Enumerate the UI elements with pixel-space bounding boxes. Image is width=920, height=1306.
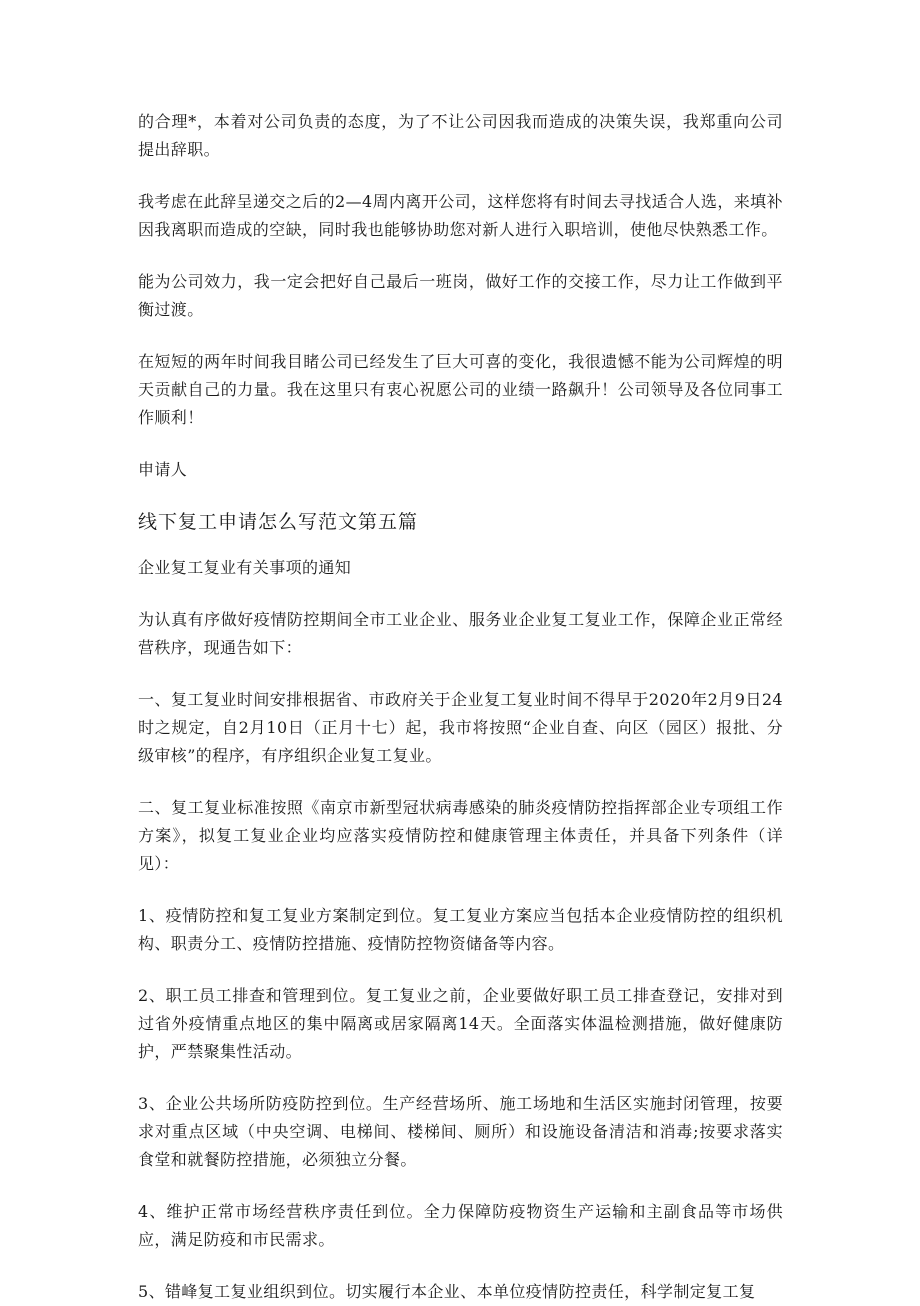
section-title: 线下复工申请怎么写范文第五篇 xyxy=(138,511,419,533)
paragraph-leave-timing: 我考虑在此辞呈递交之后的2—4周内离开公司，这样您将有时间去寻找适合人选，来填补因我离职而造成的空缺，同时我也能够协助您对新人进行入职培训，使他尽快熟悉工作。 xyxy=(138,192,783,239)
notice-title: 企业复工复业有关事项的通知 xyxy=(138,558,352,577)
paragraph-handover: 能为公司效力，我一定会把好自己最后一班岗，做好工作的交接工作，尽力让工作做到平衡过渡。 xyxy=(138,272,783,319)
paragraph-condition-4: 4、维护正常市场经营秩序责任到位。全力保障防疫物资生产运输和主副食品等市场供应，满足防疫和市民需求。 xyxy=(138,1202,783,1249)
paragraph-condition-5: 5、错峰复工复业组织到位。切实履行本企业、本单位疫情防控责任，科学制定复工复 xyxy=(138,1282,756,1301)
paragraph-condition-2: 2、职工员工排查和管理到位。复工复业之前，企业要做好职工员工排查登记，安排对到过省外疫情重点地区的集中隔离或居家隔离14天。全面落实体温检测措施，做好健康防护，严禁聚集性活动。 xyxy=(138,986,783,1061)
document-body xyxy=(138,108,783,1306)
paragraph-resignation-reason: 的合理*，本着对公司负责的态度，为了不让公司因我而造成的决策失误，我郑重向公司提出辞职。 xyxy=(138,112,783,159)
paragraph-condition-1: 1、疫情防控和复工复业方案制定到位。复工复业方案应当包括本企业疫情防控的组织机构、职责分工、疫情防控措施、疫情防控物资储备等内容。 xyxy=(138,906,783,953)
paragraph-item-one: 一、复工复业时间安排根据省、市政府关于企业复工复业时间不得早于2020年2月9日24时之规定，自2月10日（正月十七）起，我市将按照“企业自查、向区（园区）报批、分级审核”的程序，有序组织企业复工复业。 xyxy=(138,690,783,765)
paragraph-condition-3: 3、企业公共场所防疫防控到位。生产经营场所、施工场地和生活区实施封闭管理，按要求对重点区域（中央空调、电梯间、楼梯间、厕所）和设施设备清洁和消毒;按要求落实食堂和就餐防控措施，必须独立分餐。 xyxy=(138,1094,783,1169)
applicant-label: 申请人 xyxy=(138,460,188,479)
paragraph-item-two: 二、复工复业标准按照《南京市新型冠状病毒感染的肺炎疫情防控指挥部企业专项组工作方案》，拟复工复业企业均应落实疫情防控和健康管理主体责任，并具备下列条件（详见）： xyxy=(138,798,783,873)
paragraph-wishes: 在短短的两年时间我目睹公司已经发生了巨大可喜的变化，我很遗憾不能为公司辉煌的明天贡献自己的力量。我在这里只有衷心祝愿公司的业绩一路飙升！公司领导及各位同事工作顺利！ xyxy=(138,352,783,427)
paragraph-intro: 为认真有序做好疫情防控期间全市工业企业、服务业企业复工复业工作，保障企业正常经营秩序，现通告如下： xyxy=(138,610,783,657)
